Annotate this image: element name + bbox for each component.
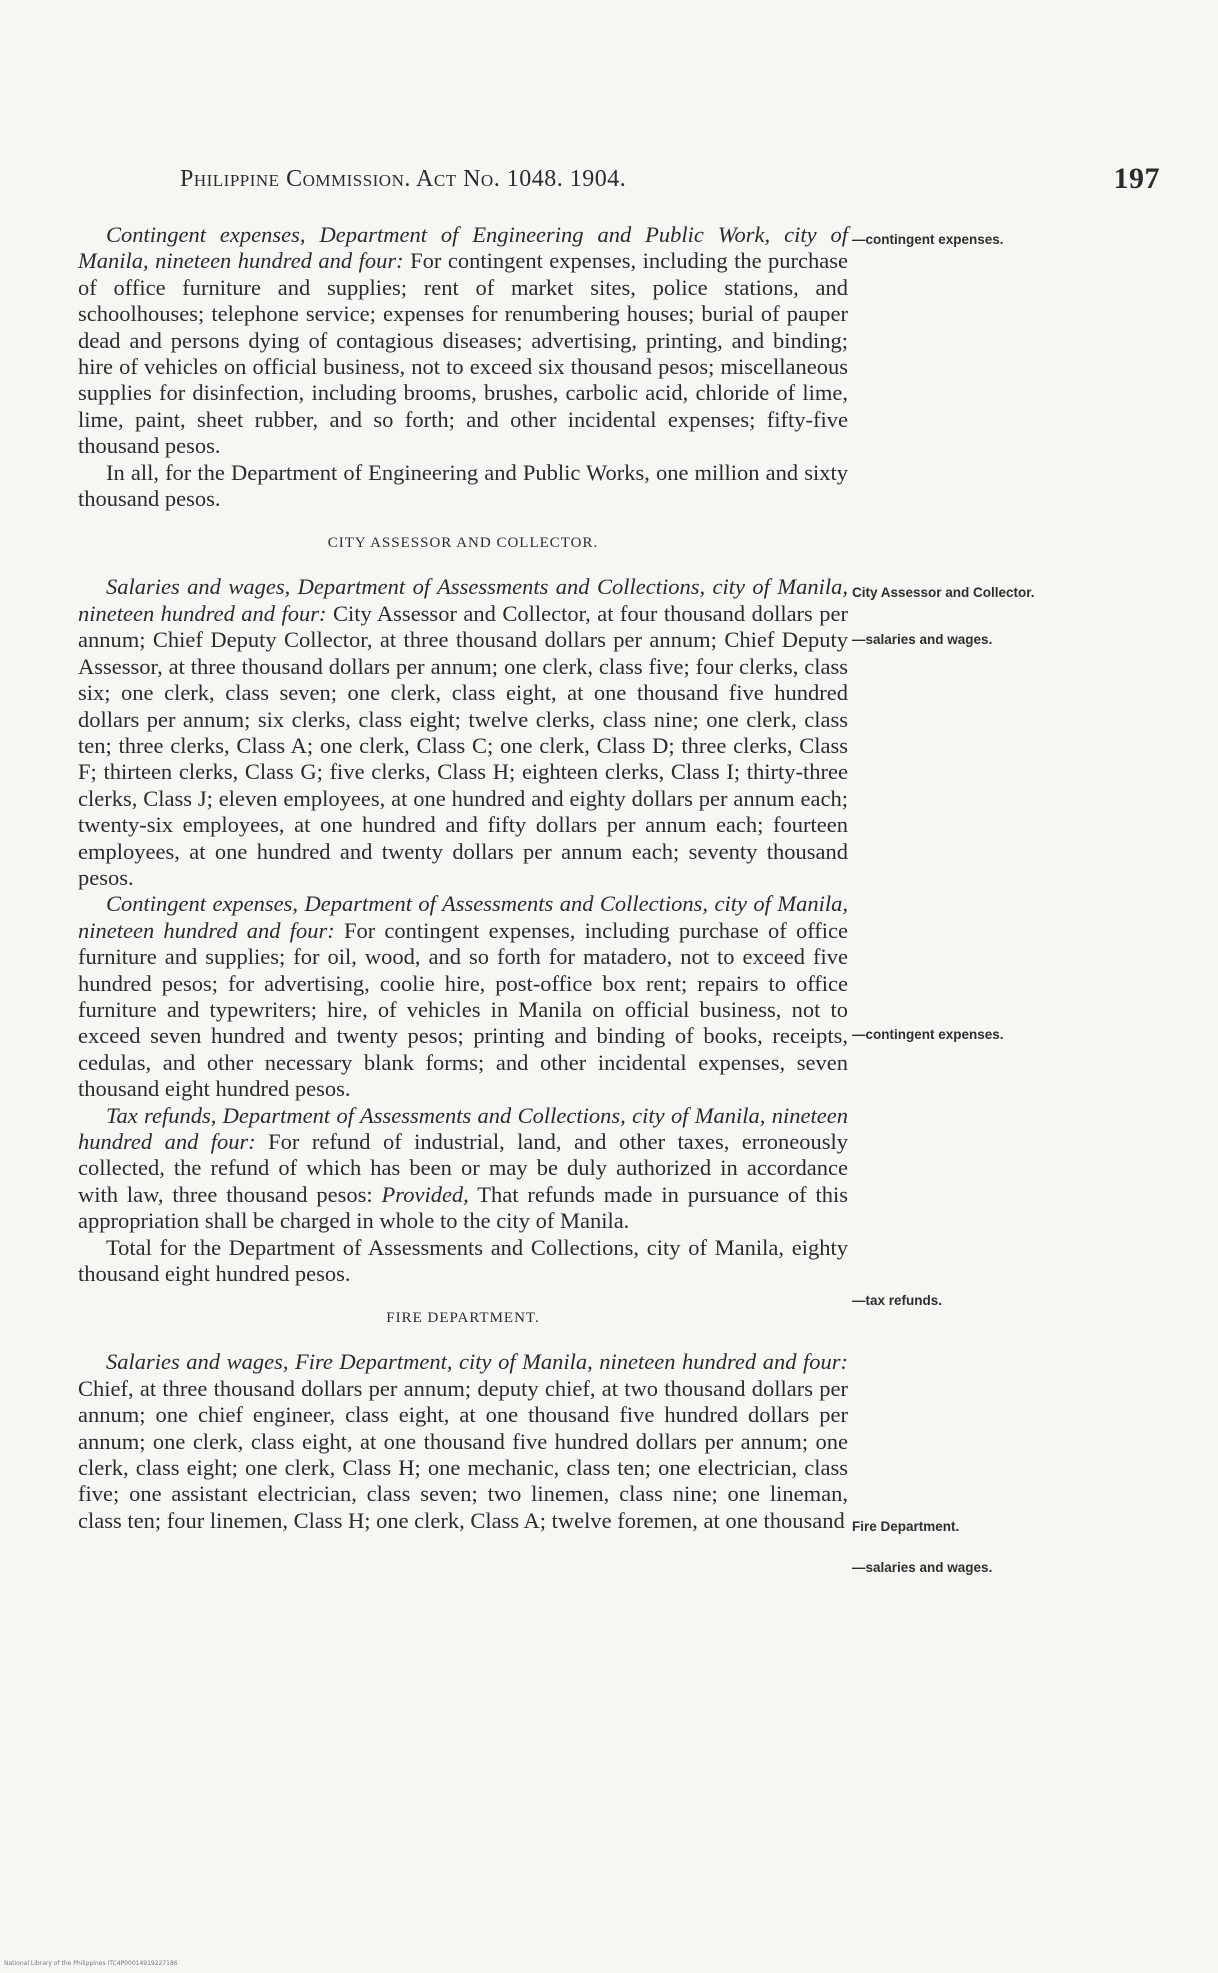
margin-note-city-assessor: City Assessor and Collector. — [852, 585, 1035, 600]
paragraph-text: Chief, at three thousand dollars per annum; deputy chief, at two thousand dollars per annum; one chief engineer, class eight, at one thousand five hundred dollars per annum; one clerk, class eight, at one thousand five hundred dollars per annum; one clerk, class eight; one clerk, Class H; one mechanic, class ten; one electrician, class five; one assistant electrician, class seven; two linemen, class nine; one lineman, class ten; four linemen, Class H; one clerk, Class A; twelve foremen, at one thousand — [78, 1375, 848, 1533]
margin-note-salaries-wages: —salaries and wages. — [852, 1560, 993, 1575]
page-number: 197 — [1113, 162, 1160, 195]
paragraph-assessments-total: Total for the Department of Assessments and Collections, city of Manila, eighty thousand eight hundred pesos. — [78, 1234, 848, 1287]
section-heading-fire-department: FIRE DEPARTMENT. — [386, 1310, 540, 1327]
paragraph-assessments-salaries — [78, 574, 848, 891]
margin-note-contingent-expenses: —contingent expenses. — [852, 232, 1004, 247]
paragraph-assessments-contingent — [78, 891, 848, 1102]
paragraph-text: City Assessor and Collector, at four thousand dollars per annum; Chief Deputy Collector, at three thousand dollars per annum; Chief Deputy Assessor, at three thousand dollars per annum; one clerk, class five; four clerks, class six; one clerk, class seven; one clerk, class eight, at one thousand five hundred dollars per annum; six clerks, class eight; twelve clerks, class nine; one clerk, class ten; three clerks, Class A; one clerk, Class C; one clerk, Class D; three clerks, Class F; thirteen clerks, Class G; five clerks, Class H; eighteen clerks, Class I; thirty-three clerks, Class J; eleven employees, at one hundred and eighty dollars per annum each; twenty-six employees, at one hundred and fifty dollars per annum each; fourteen employees, at one hundred and twenty dollars per annum each; seventy thousand pesos. — [78, 600, 848, 890]
paragraph-lead: Tax refunds, Department of Assessments and Collections, city of Manila, nineteen hundred and four: — [78, 1102, 848, 1154]
paragraph-text: For contingent expenses, including the purchase of office furniture and supplies; rent of market sites, police stations, and schoolhouses; telephone service; expenses for renumbering houses; burial of pauper dead and persons dying of contagious diseases; advertising, printing, and binding; hire of vehicles on official business, not to exceed six thousand pesos; miscellaneous supplies for disinfection, including brooms, brushes, carbolic acid, chloride of lime, lime, paint, sheet rubber, and so forth; and other incidental expenses; fifty-five thousand pesos. — [78, 248, 848, 459]
paragraph-tax-refunds — [78, 1103, 848, 1235]
paragraph-engineering-total: In all, for the Department of Engineering and Public Works, one million and sixty thousand pesos. — [78, 459, 848, 512]
paragraph-text: That refunds made in pursuance of this appropriation shall be charged in whole to the city of Manila. — [78, 1181, 848, 1234]
paragraph-engineering-contingent — [78, 222, 848, 460]
margin-note-fire-department: Fire Department. — [852, 1519, 960, 1534]
paragraph-lead: Salaries and wages, Fire Department, city of Manila, nineteen hundred and four: — [106, 1349, 848, 1375]
provided-label: Provided, — [381, 1181, 469, 1207]
paragraph-text: For refund of industrial, land, and other taxes, erroneously collected, the refund of which has been or may be duly authorized in accordance with law, three thousand pesos: — [78, 1129, 848, 1207]
running-head-title: Philippine Commission. Act No. 1048. 1904. — [180, 166, 627, 192]
paragraph-lead: Contingent expenses, Department of Engineering and Public Work, city of Manila, nineteen hundred and four: — [78, 222, 848, 274]
paragraph-fire-salaries — [78, 1349, 848, 1534]
margin-note-tax-refunds: —tax refunds. — [852, 1293, 943, 1308]
running-head — [180, 162, 1180, 206]
paragraph-text: For contingent expenses, including purchase of office furniture and supplies; for oil, wood, and so forth for matadero, not to exceed five hundred pesos; for advertising, coolie hire, post-office box rent; repairs to office furniture and typewriters; hire, of vehicles in Manila on official business, not to exceed seven hundred and twenty pesos; printing and binding of books, receipts, cedulas, and other necessary blank forms; and other incidental expenses, seven thousand eight hundred pesos. — [78, 917, 848, 1102]
paragraph-lead: Contingent expenses, Department of Assessments and Collections, city of Manila, nineteen hundred and four: — [78, 891, 848, 943]
body-text — [78, 222, 848, 1534]
footer-stamp: National Library of the Philippines ITC4P00014919227186 — [4, 1960, 178, 1967]
paragraph-lead: Salaries and wages, Department of Assessments and Collections, city of Manila, nineteen hundred and four: — [78, 574, 848, 626]
margin-note-contingent-expenses: —contingent expenses. — [852, 1027, 1004, 1042]
margin-note-salaries-wages: —salaries and wages. — [852, 632, 993, 647]
section-heading-city-assessor: CITY ASSESSOR AND COLLECTOR. — [327, 535, 599, 552]
